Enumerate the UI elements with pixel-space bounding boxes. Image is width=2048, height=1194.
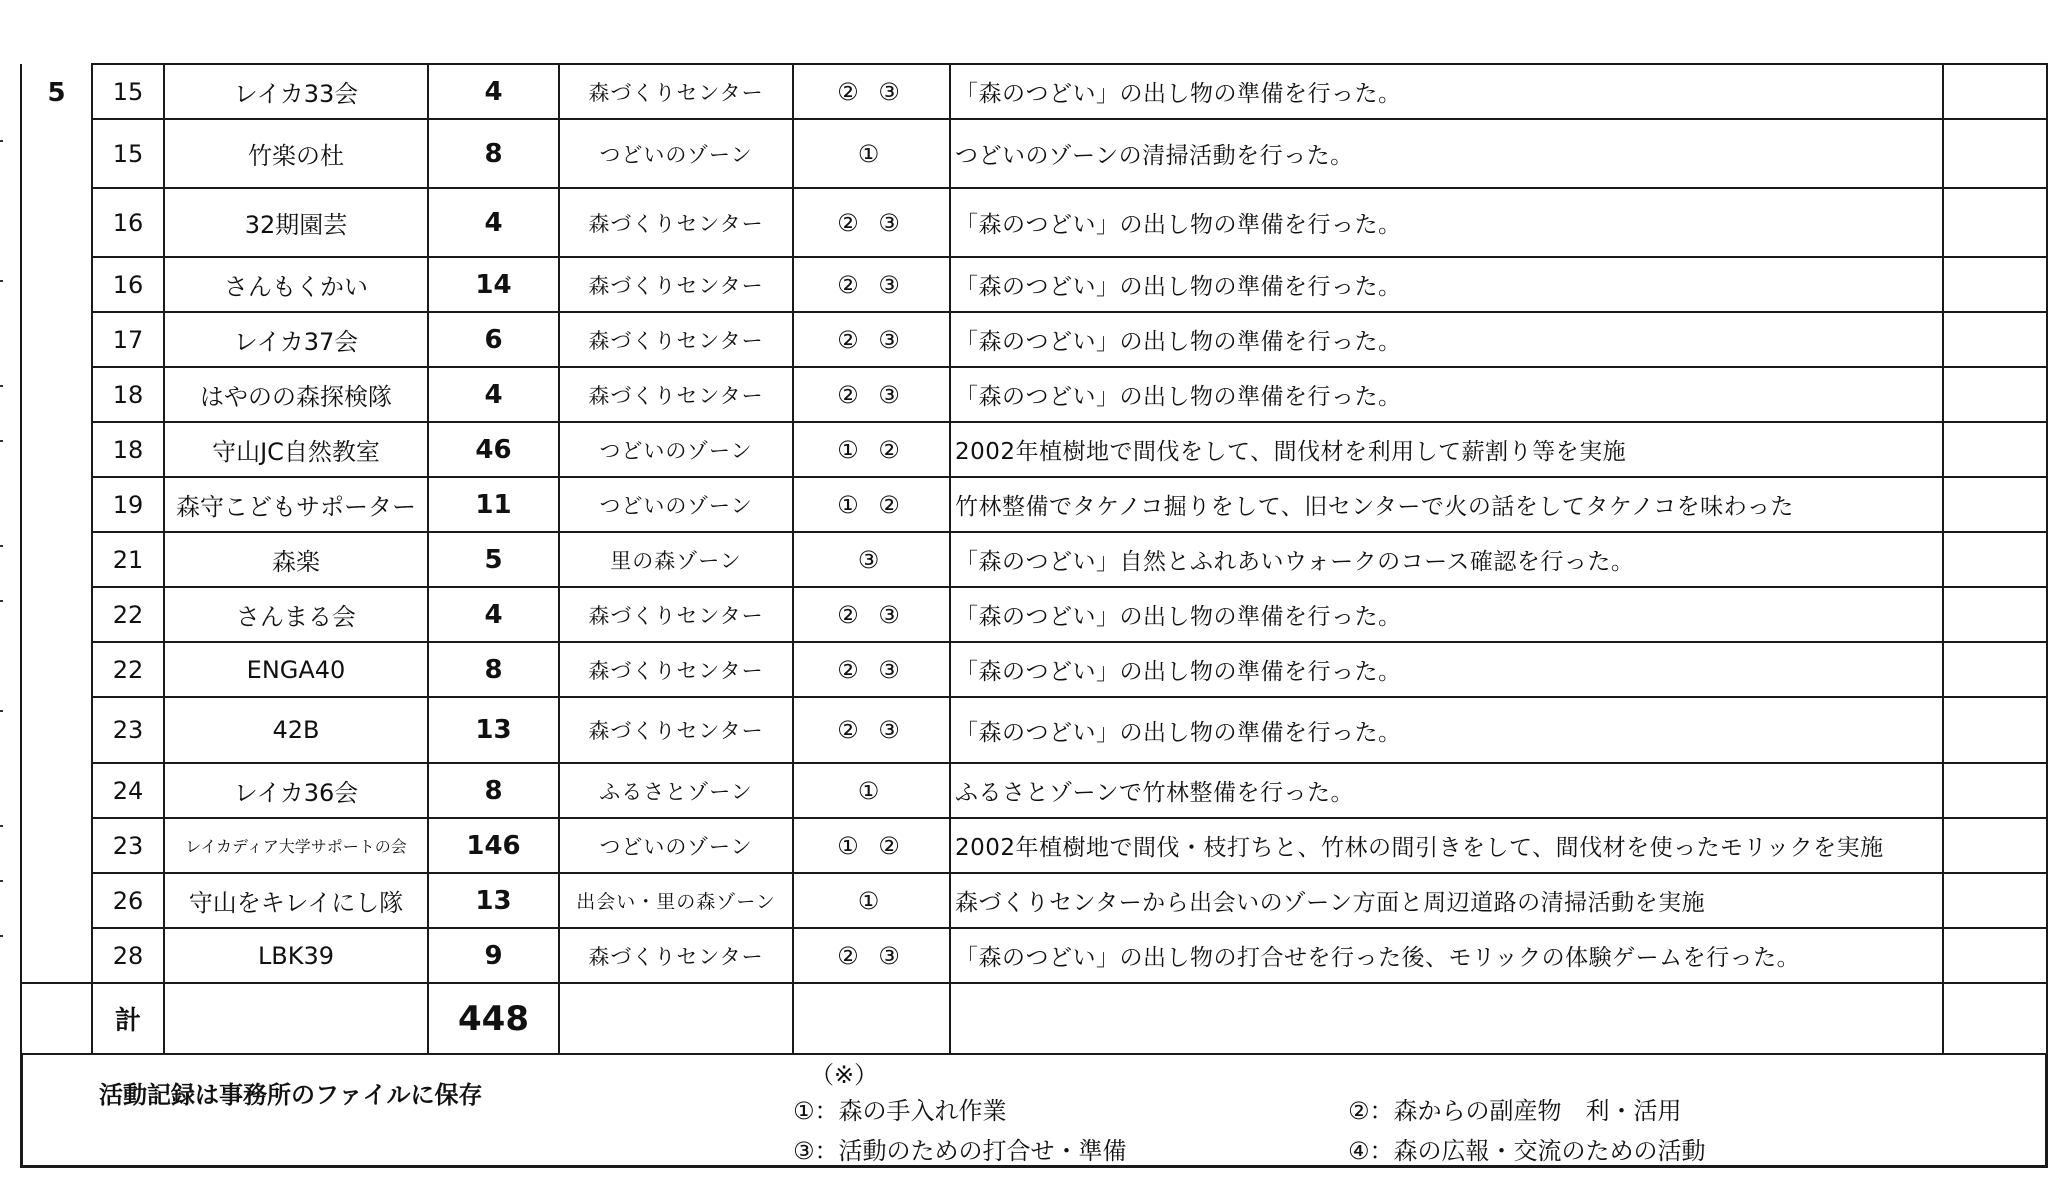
category-cell: ② ③ bbox=[793, 64, 950, 119]
total-note-cell bbox=[1943, 983, 2047, 1054]
place-cell: つどいのゾーン bbox=[559, 119, 793, 188]
category-cell: ③ bbox=[793, 532, 950, 587]
day-cell: 18 bbox=[92, 367, 164, 422]
day-cell: 28 bbox=[92, 928, 164, 983]
category-cell: ① bbox=[793, 873, 950, 928]
day-cell: 17 bbox=[92, 312, 164, 367]
note-cell bbox=[1943, 367, 2047, 422]
category-cell: ② ③ bbox=[793, 928, 950, 983]
count-cell: 5 bbox=[428, 532, 559, 587]
margin-tick bbox=[0, 280, 3, 282]
place-cell: 森づくりセンター bbox=[559, 257, 793, 312]
group-cell: さんもくかい bbox=[164, 257, 428, 312]
note-cell bbox=[1943, 64, 2047, 119]
group-cell: LBK39 bbox=[164, 928, 428, 983]
margin-tick bbox=[0, 825, 3, 827]
legend-mark: （※） bbox=[810, 1061, 879, 1089]
legend-item-2: ②：森からの副産物 利・活用 bbox=[1348, 1097, 1682, 1125]
day-cell: 15 bbox=[92, 119, 164, 188]
place-cell: 森づくりセンター bbox=[559, 928, 793, 983]
category-cell: ① ② bbox=[793, 818, 950, 873]
count-cell: 13 bbox=[428, 873, 559, 928]
activity-cell: 「森のつどい」の出し物の準備を行った。 bbox=[950, 312, 1943, 367]
activity-cell: 「森のつどい」の出し物の準備を行った。 bbox=[950, 697, 1943, 763]
place-cell: つどいのゾーン bbox=[559, 422, 793, 477]
table-row bbox=[21, 257, 2047, 312]
table-row bbox=[21, 697, 2047, 763]
note-cell bbox=[1943, 257, 2047, 312]
group-cell: 森守こどもサポーター bbox=[164, 477, 428, 532]
place-cell: 森づくりセンター bbox=[559, 697, 793, 763]
count-cell: 146 bbox=[428, 818, 559, 873]
day-cell: 19 bbox=[92, 477, 164, 532]
activity-cell: 「森のつどい」の出し物の準備を行った。 bbox=[950, 642, 1943, 697]
legend-item-4: ④：森の広報・交流のための活動 bbox=[1348, 1137, 1706, 1165]
group-cell: レイカ33会 bbox=[164, 64, 428, 119]
place-cell: 里の森ゾーン bbox=[559, 532, 793, 587]
legend-item-1: ①：森の手入れ作業 bbox=[793, 1097, 1007, 1125]
activity-cell: 「森のつどい」の出し物の打合せを行った後、モリックの体験ゲームを行った。 bbox=[950, 928, 1943, 983]
activity-cell: つどいのゾーンの清掃活動を行った。 bbox=[950, 119, 1943, 188]
note-cell bbox=[1943, 422, 2047, 477]
total-category-cell bbox=[793, 983, 950, 1054]
footer-box bbox=[20, 1055, 2048, 1168]
activity-cell: 「森のつどい」の出し物の準備を行った。 bbox=[950, 257, 1943, 312]
table-row bbox=[21, 64, 2047, 119]
table-row bbox=[21, 818, 2047, 873]
table-row bbox=[21, 188, 2047, 257]
margin-tick bbox=[0, 140, 3, 142]
month-cell: 5 bbox=[21, 64, 92, 983]
table-row bbox=[21, 367, 2047, 422]
activity-cell: 2002年植樹地で間伐をして、間伐材を利用して薪割り等を実施 bbox=[950, 422, 1943, 477]
activity-cell: 「森のつどい」の出し物の準備を行った。 bbox=[950, 587, 1943, 642]
category-cell: ① ② bbox=[793, 422, 950, 477]
category-cell: ① bbox=[793, 119, 950, 188]
note-cell bbox=[1943, 532, 2047, 587]
note-cell bbox=[1943, 928, 2047, 983]
activity-cell: 2002年植樹地で間伐・枝打ちと、竹林の間引きをして、間伐材を使ったモリックを実施 bbox=[950, 818, 1943, 873]
margin-tick bbox=[0, 600, 3, 602]
note-cell bbox=[1943, 873, 2047, 928]
place-cell: 森づくりセンター bbox=[559, 587, 793, 642]
group-cell: 森楽 bbox=[164, 532, 428, 587]
table-row bbox=[21, 422, 2047, 477]
count-cell: 4 bbox=[428, 64, 559, 119]
day-cell: 24 bbox=[92, 763, 164, 818]
margin-tick bbox=[0, 545, 3, 547]
note-cell bbox=[1943, 119, 2047, 188]
group-cell: レイカディア大学サポートの会 bbox=[164, 818, 428, 873]
count-cell: 11 bbox=[428, 477, 559, 532]
margin-tick bbox=[0, 880, 3, 882]
place-cell: ふるさとゾーン bbox=[559, 763, 793, 818]
count-cell: 6 bbox=[428, 312, 559, 367]
count-cell: 4 bbox=[428, 587, 559, 642]
table-row bbox=[21, 587, 2047, 642]
category-cell: ① ② bbox=[793, 477, 950, 532]
count-cell: 8 bbox=[428, 119, 559, 188]
group-cell: 守山JC自然教室 bbox=[164, 422, 428, 477]
day-cell: 21 bbox=[92, 532, 164, 587]
margin-tick bbox=[0, 385, 3, 387]
place-cell: 出会い・里の森ゾーン bbox=[559, 873, 793, 928]
total-count: 448 bbox=[428, 983, 559, 1054]
note-cell bbox=[1943, 477, 2047, 532]
count-cell: 14 bbox=[428, 257, 559, 312]
place-cell: つどいのゾーン bbox=[559, 477, 793, 532]
activity-cell: 「森のつどい」の出し物の準備を行った。 bbox=[950, 367, 1943, 422]
place-cell: 森づくりセンター bbox=[559, 642, 793, 697]
activity-table bbox=[20, 63, 2048, 1055]
count-cell: 8 bbox=[428, 763, 559, 818]
total-group-cell bbox=[164, 983, 428, 1054]
group-cell: レイカ36会 bbox=[164, 763, 428, 818]
place-cell: 森づくりセンター bbox=[559, 312, 793, 367]
count-cell: 4 bbox=[428, 367, 559, 422]
day-cell: 22 bbox=[92, 642, 164, 697]
count-cell: 8 bbox=[428, 642, 559, 697]
group-cell: レイカ37会 bbox=[164, 312, 428, 367]
place-cell: つどいのゾーン bbox=[559, 818, 793, 873]
place-cell: 森づくりセンター bbox=[559, 367, 793, 422]
table-row bbox=[21, 928, 2047, 983]
activity-cell: 森づくりセンターから出会いのゾーン方面と周辺道路の清掃活動を実施 bbox=[950, 873, 1943, 928]
activity-cell: 「森のつどい」自然とふれあいウォークのコース確認を行った。 bbox=[950, 532, 1943, 587]
group-cell: 守山をキレイにし隊 bbox=[164, 873, 428, 928]
activity-cell: 「森のつどい」の出し物の準備を行った。 bbox=[950, 64, 1943, 119]
group-cell: 竹楽の杜 bbox=[164, 119, 428, 188]
margin-tick bbox=[0, 440, 3, 442]
category-cell: ② ③ bbox=[793, 587, 950, 642]
total-activity-cell bbox=[950, 983, 1943, 1054]
place-cell: 森づくりセンター bbox=[559, 188, 793, 257]
day-cell: 23 bbox=[92, 818, 164, 873]
category-cell: ② ③ bbox=[793, 257, 950, 312]
count-cell: 4 bbox=[428, 188, 559, 257]
note-cell bbox=[1943, 818, 2047, 873]
note-cell bbox=[1943, 188, 2047, 257]
total-month-cell bbox=[21, 983, 92, 1054]
category-cell: ② ③ bbox=[793, 642, 950, 697]
group-cell: 32期園芸 bbox=[164, 188, 428, 257]
count-cell: 46 bbox=[428, 422, 559, 477]
note-cell bbox=[1943, 587, 2047, 642]
table-row bbox=[21, 477, 2047, 532]
day-cell: 18 bbox=[92, 422, 164, 477]
table-row bbox=[21, 873, 2047, 928]
activity-log-sheet bbox=[20, 63, 2046, 1168]
group-cell: さんまる会 bbox=[164, 587, 428, 642]
activity-cell: 竹林整備でタケノコ掘りをして、旧センターで火の話をしてタケノコを味わった bbox=[950, 477, 1943, 532]
day-cell: 15 bbox=[92, 64, 164, 119]
total-row bbox=[21, 983, 2047, 1054]
place-cell: 森づくりセンター bbox=[559, 64, 793, 119]
save-note: 活動記録は事務所のファイルに保存 bbox=[99, 1081, 483, 1109]
note-cell bbox=[1943, 312, 2047, 367]
table-row bbox=[21, 312, 2047, 367]
note-cell bbox=[1943, 697, 2047, 763]
activity-cell: ふるさとゾーンで竹林整備を行った。 bbox=[950, 763, 1943, 818]
total-label: 計 bbox=[92, 983, 164, 1054]
count-cell: 13 bbox=[428, 697, 559, 763]
category-cell: ② ③ bbox=[793, 312, 950, 367]
count-cell: 9 bbox=[428, 928, 559, 983]
category-cell: ① bbox=[793, 763, 950, 818]
note-cell bbox=[1943, 642, 2047, 697]
category-cell: ② ③ bbox=[793, 188, 950, 257]
day-cell: 16 bbox=[92, 188, 164, 257]
day-cell: 16 bbox=[92, 257, 164, 312]
legend-item-3: ③：活動のための打合せ・準備 bbox=[793, 1137, 1127, 1165]
group-cell: はやのの森探検隊 bbox=[164, 367, 428, 422]
table-row bbox=[21, 642, 2047, 697]
table-row bbox=[21, 119, 2047, 188]
note-cell bbox=[1943, 763, 2047, 818]
total-place-cell bbox=[559, 983, 793, 1054]
day-cell: 23 bbox=[92, 697, 164, 763]
day-cell: 26 bbox=[92, 873, 164, 928]
category-cell: ② ③ bbox=[793, 367, 950, 422]
table-row bbox=[21, 763, 2047, 818]
activity-cell: 「森のつどい」の出し物の準備を行った。 bbox=[950, 188, 1943, 257]
day-cell: 22 bbox=[92, 587, 164, 642]
group-cell: 42B bbox=[164, 697, 428, 763]
margin-tick bbox=[0, 710, 3, 712]
category-cell: ② ③ bbox=[793, 697, 950, 763]
table-row bbox=[21, 532, 2047, 587]
margin-tick bbox=[0, 935, 3, 937]
group-cell: ENGA40 bbox=[164, 642, 428, 697]
